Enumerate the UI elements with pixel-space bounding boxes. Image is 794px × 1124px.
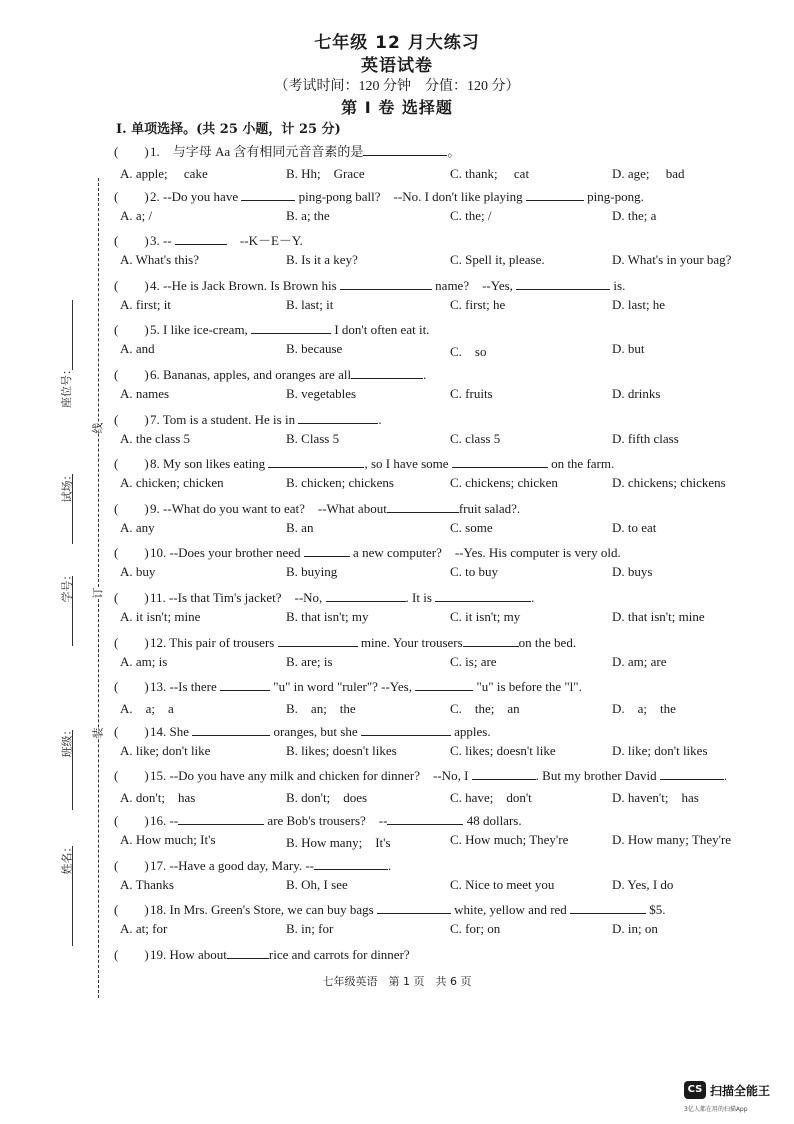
option-d[interactable]: D. haven't; has bbox=[612, 790, 699, 805]
question-text: I don't often eat it. bbox=[331, 322, 430, 337]
question-text: 2. --Do you have bbox=[150, 189, 242, 204]
option-b[interactable]: B. an; the bbox=[286, 701, 356, 716]
answer-bracket[interactable]: ( ) bbox=[114, 724, 149, 739]
option-c[interactable]: C. class 5 bbox=[450, 431, 501, 446]
option-b[interactable]: B. Oh, I see bbox=[286, 877, 348, 892]
question-text: ping-pong ball? --No. I don't like playing bbox=[295, 189, 526, 204]
exam-info: （考试时间：120 分钟 分值：120 分） bbox=[274, 79, 520, 94]
question-text: fruit salad?. bbox=[458, 501, 521, 516]
answer-blank[interactable] bbox=[192, 724, 270, 736]
seat-field-line bbox=[72, 300, 73, 370]
question-text: mine. Your trousers bbox=[357, 635, 463, 650]
option-c[interactable]: C. for; on bbox=[450, 921, 501, 936]
options-row bbox=[120, 698, 760, 716]
question-18 bbox=[114, 899, 666, 918]
option-c[interactable]: C. the; an bbox=[450, 701, 520, 716]
answer-blank[interactable] bbox=[314, 858, 388, 870]
option-b[interactable]: B. vegetables bbox=[286, 386, 357, 401]
class-label: 班级： bbox=[60, 724, 74, 758]
options-row bbox=[120, 297, 760, 315]
answer-blank[interactable] bbox=[361, 724, 451, 736]
question-6 bbox=[114, 364, 426, 383]
options-row bbox=[120, 341, 760, 359]
option-c[interactable]: C. have; don't bbox=[450, 790, 532, 805]
section-heading: I. 单项选择。(共 25 小题，计 25 分) bbox=[116, 122, 341, 137]
answer-blank[interactable] bbox=[251, 322, 331, 334]
option-c[interactable]: C. likes; doesn't like bbox=[450, 743, 556, 758]
answer-blank[interactable] bbox=[387, 813, 463, 825]
cut-mark-bind: 订 bbox=[91, 587, 105, 599]
name-label: 姓名： bbox=[60, 841, 74, 875]
question-text: white, yellow and red bbox=[450, 902, 571, 917]
option-d[interactable]: D. but bbox=[612, 341, 645, 356]
answer-bracket[interactable]: ( ) bbox=[114, 768, 149, 783]
option-c[interactable]: C. Nice to meet you bbox=[450, 877, 555, 892]
question-text: 。 bbox=[447, 144, 461, 159]
question-15 bbox=[114, 765, 727, 784]
options-row bbox=[120, 832, 760, 850]
question-text: on the bed. bbox=[518, 635, 577, 650]
answer-blank[interactable] bbox=[516, 278, 610, 290]
answer-blank[interactable] bbox=[415, 679, 473, 691]
option-d[interactable]: D. that isn't; mine bbox=[612, 609, 705, 624]
option-c[interactable]: C. How much; They're bbox=[450, 832, 569, 847]
student-no-label: 学号： bbox=[60, 569, 74, 603]
option-c[interactable]: C. thank; cat bbox=[450, 166, 530, 181]
option-a[interactable]: A. am; is bbox=[120, 654, 168, 669]
question-text: apples. bbox=[450, 724, 491, 739]
option-a[interactable]: A. a; a bbox=[120, 701, 174, 716]
answer-bracket[interactable]: ( ) bbox=[114, 412, 149, 427]
options-row bbox=[120, 787, 760, 805]
question-text: . bbox=[378, 412, 382, 427]
question-text: 1. 与字母 Aa 含有相同元音音素的是 bbox=[150, 144, 364, 159]
options-row bbox=[120, 475, 760, 493]
page-footer: 七年级英语 第 1 页 共 6 页 bbox=[322, 975, 472, 988]
options-row bbox=[120, 386, 760, 404]
option-c[interactable]: C. some bbox=[450, 520, 493, 535]
question-text: ping-pong. bbox=[583, 189, 644, 204]
answer-bracket[interactable]: ( ) bbox=[114, 189, 149, 204]
answer-bracket[interactable]: ( ) bbox=[114, 679, 149, 694]
question-text: 17. --Have a good day, Mary. -- bbox=[150, 858, 315, 873]
question-text: 14. She bbox=[150, 724, 193, 739]
answer-bracket[interactable]: ( ) bbox=[114, 501, 149, 516]
answer-blank[interactable] bbox=[178, 813, 264, 825]
options-row bbox=[120, 654, 760, 672]
exam-room-label: 试场： bbox=[60, 469, 74, 503]
question-text: a new computer? --Yes. His computer is very old. bbox=[349, 545, 621, 560]
question-1 bbox=[114, 141, 460, 160]
question-text: 19. How about bbox=[150, 947, 227, 962]
option-a[interactable]: A. it isn't; mine bbox=[120, 609, 201, 624]
option-d[interactable]: D. a; the bbox=[612, 701, 676, 716]
answer-blank[interactable] bbox=[351, 367, 423, 379]
scanner-logo-icon: CS bbox=[684, 1081, 706, 1099]
option-d[interactable]: D. in; on bbox=[612, 921, 658, 936]
option-b[interactable]: B. Is it a key? bbox=[286, 252, 358, 267]
option-d[interactable]: D. What's in your bag? bbox=[612, 252, 732, 267]
option-a[interactable]: A. apple; cake bbox=[120, 166, 208, 181]
answer-blank[interactable] bbox=[268, 456, 364, 468]
answer-bracket[interactable]: ( ) bbox=[114, 635, 149, 650]
answer-bracket[interactable]: ( ) bbox=[114, 322, 149, 337]
option-b[interactable]: B. are; is bbox=[286, 654, 333, 669]
option-c[interactable]: C. chickens; chicken bbox=[450, 475, 558, 490]
option-a[interactable]: A. the class 5 bbox=[120, 431, 191, 446]
option-b[interactable]: B. last; it bbox=[286, 297, 334, 312]
question-text: --K－E－Y. bbox=[226, 233, 303, 248]
cut-mark-line: 线 bbox=[91, 422, 105, 434]
option-c[interactable]: C. the; / bbox=[450, 208, 492, 223]
question-text: $5. bbox=[646, 902, 666, 917]
option-d[interactable]: D. Yes, I do bbox=[612, 877, 674, 892]
question-8 bbox=[114, 453, 614, 472]
answer-bracket[interactable]: ( ) bbox=[114, 590, 149, 605]
answer-bracket[interactable]: ( ) bbox=[114, 902, 149, 917]
question-3 bbox=[114, 230, 303, 249]
option-d[interactable]: D. to eat bbox=[612, 520, 657, 535]
question-text: 6. Bananas, apples, and oranges are all bbox=[150, 367, 352, 382]
option-a[interactable]: A. names bbox=[120, 386, 170, 401]
question-text: 8. My son likes eating bbox=[150, 456, 269, 471]
options-row bbox=[120, 609, 760, 627]
question-text: . bbox=[423, 367, 427, 382]
answer-blank[interactable] bbox=[435, 590, 531, 602]
option-b[interactable]: B. buying bbox=[286, 564, 338, 579]
option-b[interactable]: B. Hh; Grace bbox=[286, 166, 365, 181]
answer-blank[interactable] bbox=[570, 902, 646, 914]
option-d[interactable]: D. fifth class bbox=[612, 431, 679, 446]
option-c[interactable]: C. first; he bbox=[450, 297, 506, 312]
answer-blank[interactable] bbox=[304, 545, 350, 557]
question-text: 13. --Is there bbox=[150, 679, 221, 694]
question-4 bbox=[114, 275, 625, 294]
option-d[interactable]: D. chickens; chickens bbox=[612, 475, 726, 490]
exam-title: 七年级 12 月大练习 bbox=[314, 33, 480, 53]
options-row bbox=[120, 743, 760, 761]
question-text: 10. --Does your brother need bbox=[150, 545, 304, 560]
question-13 bbox=[114, 676, 582, 695]
option-b[interactable]: B. because bbox=[286, 341, 343, 356]
answer-bracket[interactable]: ( ) bbox=[114, 858, 149, 873]
question-text: name? --Yes, bbox=[431, 278, 517, 293]
question-text: 48 dollars. bbox=[463, 813, 522, 828]
answer-blank[interactable] bbox=[298, 412, 378, 424]
question-text: . It is bbox=[405, 590, 436, 605]
options-row bbox=[120, 163, 760, 181]
question-text: on the farm. bbox=[547, 456, 615, 471]
option-d[interactable]: D. buys bbox=[612, 564, 653, 579]
option-c[interactable]: C. it isn't; my bbox=[450, 609, 521, 624]
option-d[interactable]: D. last; he bbox=[612, 297, 666, 312]
option-c[interactable]: C. fruits bbox=[450, 386, 493, 401]
question-text: are Bob's trousers? -- bbox=[264, 813, 388, 828]
answer-blank[interactable] bbox=[340, 278, 432, 290]
option-b[interactable]: B. chicken; chickens bbox=[286, 475, 394, 490]
question-text: 7. Tom is a student. He is in bbox=[150, 412, 299, 427]
question-text: is. bbox=[610, 278, 626, 293]
option-d[interactable]: D. am; are bbox=[612, 654, 667, 669]
cut-mark-seal: 装 bbox=[91, 727, 105, 739]
option-b[interactable]: B. in; for bbox=[286, 921, 334, 936]
option-d[interactable]: D. age; bad bbox=[612, 166, 685, 181]
question-19 bbox=[114, 944, 410, 963]
option-b[interactable]: B. Class 5 bbox=[286, 431, 340, 446]
options-row bbox=[120, 921, 760, 939]
option-b[interactable]: B. don't; does bbox=[286, 790, 368, 805]
option-a[interactable]: A. Thanks bbox=[120, 877, 174, 892]
option-a[interactable]: A. any bbox=[120, 520, 155, 535]
question-text: 15. --Do you have any milk and chicken for dinner? --No, I bbox=[150, 768, 472, 783]
option-b[interactable]: B. that isn't; my bbox=[286, 609, 369, 624]
volume-heading: 第 I 卷 选择题 bbox=[341, 98, 453, 117]
question-text: . bbox=[388, 858, 392, 873]
answer-blank[interactable] bbox=[463, 635, 519, 647]
option-c[interactable]: C. Spell it, please. bbox=[450, 252, 545, 267]
question-9 bbox=[114, 498, 520, 517]
question-text: "u" is before the "l". bbox=[473, 679, 582, 694]
option-b[interactable]: B. likes; doesn't likes bbox=[286, 743, 397, 758]
question-text: 18. In Mrs. Green's Store, we can buy bags bbox=[150, 902, 377, 917]
option-a[interactable]: A. How much; It's bbox=[120, 832, 216, 847]
question-text: 3. -- bbox=[150, 233, 175, 248]
answer-blank[interactable] bbox=[660, 768, 724, 780]
options-row bbox=[120, 431, 760, 449]
question-text: 12. This pair of trousers bbox=[150, 635, 278, 650]
option-d[interactable]: D. the; a bbox=[612, 208, 657, 223]
answer-blank[interactable] bbox=[387, 501, 459, 513]
scanner-app-name: 扫描全能王 bbox=[710, 1084, 771, 1098]
question-11 bbox=[114, 587, 534, 606]
answer-blank[interactable] bbox=[526, 189, 584, 201]
option-a[interactable]: A. don't; has bbox=[120, 790, 196, 805]
question-text: . bbox=[723, 768, 728, 783]
question-text: 5. I like ice-cream, bbox=[150, 322, 252, 337]
answer-blank[interactable] bbox=[175, 233, 227, 245]
question-17 bbox=[114, 855, 391, 874]
question-12 bbox=[114, 632, 576, 651]
scanner-watermark bbox=[684, 1081, 794, 1121]
option-a[interactable]: A. a; / bbox=[120, 208, 153, 223]
option-a[interactable]: A. at; for bbox=[120, 921, 168, 936]
exam-subtitle: 英语试卷 bbox=[361, 56, 433, 76]
option-a[interactable]: A. and bbox=[120, 341, 155, 356]
option-c[interactable]: C. so bbox=[450, 344, 487, 359]
question-14 bbox=[114, 721, 491, 740]
option-a[interactable]: A. buy bbox=[120, 564, 156, 579]
option-a[interactable]: A. first; it bbox=[120, 297, 171, 312]
option-b[interactable]: B. an bbox=[286, 520, 314, 535]
option-d[interactable]: D. drinks bbox=[612, 386, 661, 401]
option-d[interactable]: D. How many; They're bbox=[612, 832, 732, 847]
question-text: , so I have some bbox=[364, 456, 452, 471]
option-c[interactable]: C. to buy bbox=[450, 564, 499, 579]
options-row bbox=[120, 877, 760, 895]
options-row bbox=[120, 564, 760, 582]
question-text: "u" in word "ruler"? --Yes, bbox=[270, 679, 416, 694]
answer-blank[interactable] bbox=[227, 947, 269, 959]
answer-blank[interactable] bbox=[241, 189, 295, 201]
scanner-tagline: 3亿人都在用的扫描App bbox=[684, 1106, 748, 1113]
question-text: 16. -- bbox=[150, 813, 179, 828]
question-text: . bbox=[531, 590, 535, 605]
answer-bracket[interactable]: ( ) bbox=[114, 144, 149, 159]
question-text: 11. --Is that Tim's jacket? --No, bbox=[150, 590, 326, 605]
question-2 bbox=[114, 186, 644, 205]
seat-label: 座位号： bbox=[60, 364, 73, 408]
option-a[interactable]: A. chicken; chicken bbox=[120, 475, 224, 490]
question-text: rice and carrots for dinner? bbox=[268, 947, 410, 962]
answer-bracket[interactable]: ( ) bbox=[114, 545, 149, 560]
question-5 bbox=[114, 319, 429, 338]
question-text: . But my brother David bbox=[535, 768, 660, 783]
answer-blank[interactable] bbox=[363, 144, 447, 156]
answer-blank[interactable] bbox=[452, 456, 548, 468]
question-16 bbox=[114, 810, 522, 829]
options-row bbox=[120, 520, 760, 538]
options-row bbox=[120, 208, 760, 226]
option-b[interactable]: B. How many; It's bbox=[286, 835, 391, 850]
question-text: 9. --What do you want to eat? --What about bbox=[150, 501, 387, 516]
answer-bracket[interactable]: ( ) bbox=[114, 456, 149, 471]
answer-blank[interactable] bbox=[472, 768, 536, 780]
answer-bracket[interactable]: ( ) bbox=[114, 947, 149, 962]
option-a[interactable]: A. What's this? bbox=[120, 252, 200, 267]
answer-bracket[interactable]: ( ) bbox=[114, 233, 149, 248]
option-c[interactable]: C. is; are bbox=[450, 654, 497, 669]
question-text: oranges, but she bbox=[270, 724, 361, 739]
option-b[interactable]: B. a; the bbox=[286, 208, 330, 223]
answer-blank[interactable] bbox=[220, 679, 270, 691]
answer-bracket[interactable]: ( ) bbox=[114, 278, 149, 293]
answer-bracket[interactable]: ( ) bbox=[114, 813, 149, 828]
answer-bracket[interactable]: ( ) bbox=[114, 367, 149, 382]
answer-blank[interactable] bbox=[326, 590, 406, 602]
question-7 bbox=[114, 409, 382, 428]
option-d[interactable]: D. like; don't likes bbox=[612, 743, 708, 758]
option-a[interactable]: A. like; don't like bbox=[120, 743, 211, 758]
answer-blank[interactable] bbox=[278, 635, 358, 647]
options-row bbox=[120, 252, 760, 270]
question-10 bbox=[114, 542, 621, 561]
answer-blank[interactable] bbox=[377, 902, 451, 914]
question-text: 4. --He is Jack Brown. Is Brown his bbox=[150, 278, 340, 293]
